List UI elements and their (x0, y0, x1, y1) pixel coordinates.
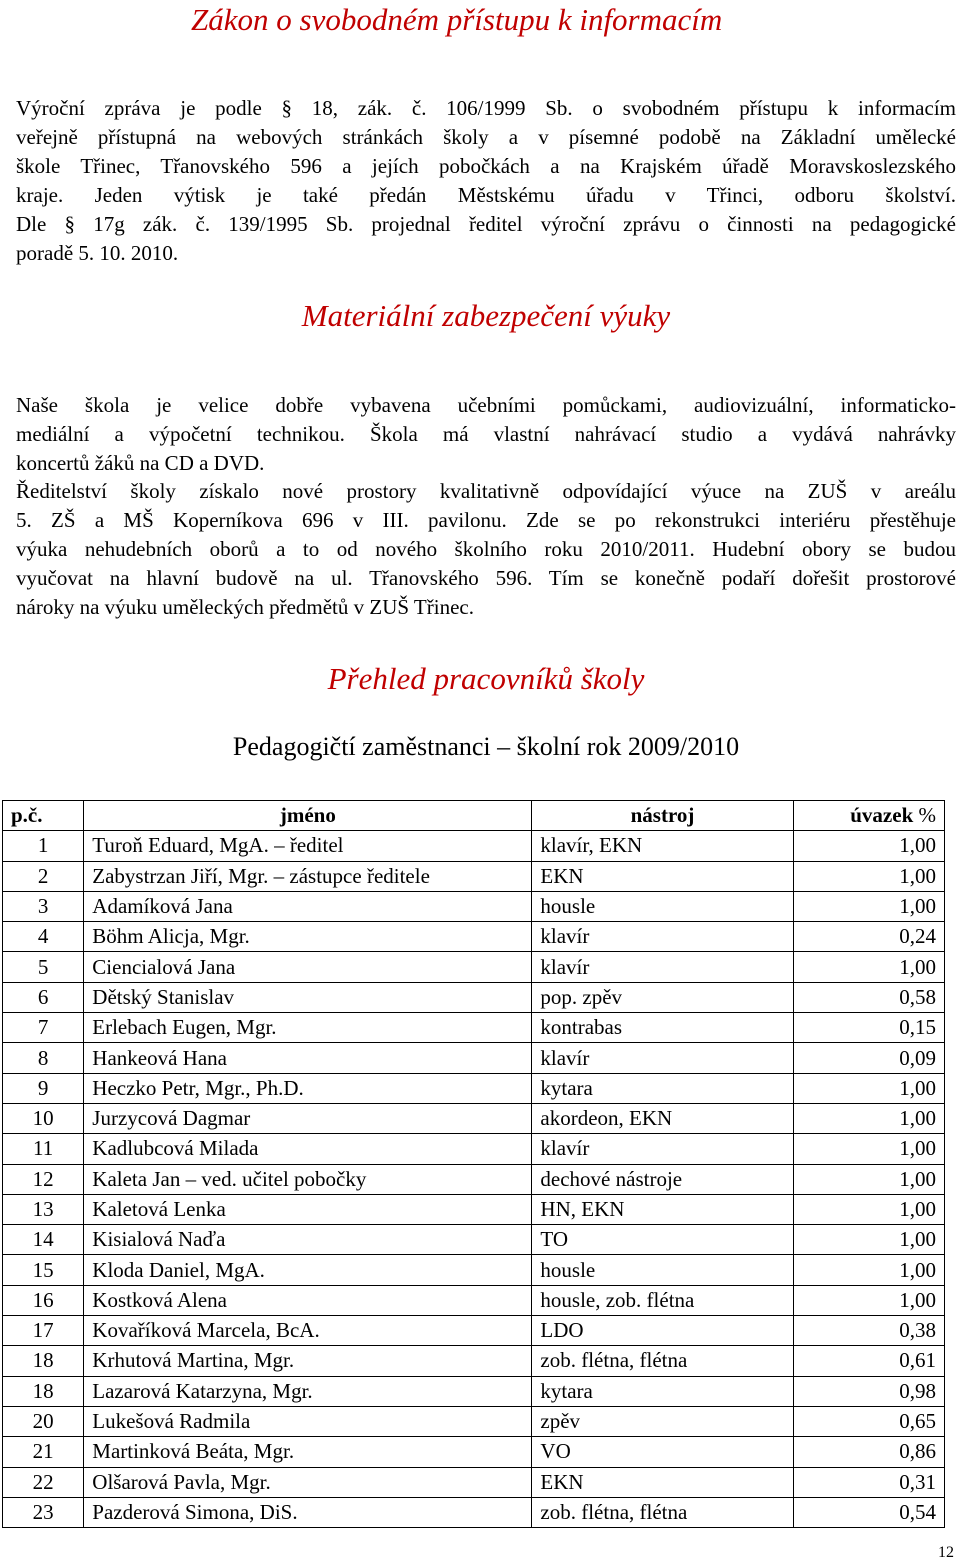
cell-name: Ciencialová Jana (84, 952, 532, 982)
page-number: 12 (938, 1544, 954, 1561)
cell-instrument: kytara (532, 1073, 793, 1103)
text-line: 5. ZŠ a MŠ Koperníkova 696 v III. pavilonu. Zde se po rekonstrukci interiéru přestěhuje (16, 508, 956, 532)
cell-load: 0,54 (793, 1497, 944, 1527)
cell-name: Olšarová Pavla, Mgr. (84, 1467, 532, 1497)
table-row (3, 1285, 945, 1315)
cell-load: 0,09 (793, 1043, 944, 1073)
table-row (3, 952, 945, 982)
cell-load: 1,00 (793, 1164, 944, 1194)
cell-num: 9 (3, 1073, 84, 1103)
table-row (3, 1134, 945, 1164)
cell-instrument: zpěv (532, 1406, 793, 1436)
table-row (3, 1043, 945, 1073)
cell-instrument: zob. flétna, flétna (532, 1497, 793, 1527)
header-num: p.č. (3, 801, 84, 831)
section-title-staff: Přehled pracovníků školy (327, 661, 645, 696)
text-line: veřejně přístupná na webových stránkách školy a v písemné podobě na Základní umělecké (16, 125, 956, 149)
header-load (793, 801, 944, 831)
cell-instrument: VO (532, 1437, 793, 1467)
table-row (3, 1013, 945, 1043)
header-load-unit: % (918, 803, 936, 828)
cell-num: 13 (3, 1194, 84, 1224)
table-row (3, 922, 945, 952)
table-row (3, 1255, 945, 1285)
cell-instrument: LDO (532, 1316, 793, 1346)
table-row (3, 1376, 945, 1406)
intro-paragraph (16, 94, 956, 268)
cell-name: Jurzycová Dagmar (84, 1103, 532, 1133)
cell-num: 22 (3, 1467, 84, 1497)
cell-load: 0,24 (793, 922, 944, 952)
cell-num: 6 (3, 982, 84, 1012)
table-row (3, 982, 945, 1012)
cell-name: Lazarová Katarzyna, Mgr. (84, 1376, 532, 1406)
cell-name: Kovaříková Marcela, BcA. (84, 1316, 532, 1346)
text-line: kraje. Jeden výtisk je také předán Městskému úřadu v Třinci, odboru školství. (16, 183, 956, 207)
cell-num: 14 (3, 1225, 84, 1255)
cell-instrument: TO (532, 1225, 793, 1255)
cell-name: Martinková Beáta, Mgr. (84, 1437, 532, 1467)
text-line: mediální a výpočetní technikou. Škola má vlastní nahrávací studio a vydává nahrávky (16, 422, 956, 446)
cell-instrument: akordeon, EKN (532, 1103, 793, 1133)
cell-name: Kloda Daniel, MgA. (84, 1255, 532, 1285)
page-title: Zákon o svobodném přístupu k informacím (191, 2, 723, 37)
cell-load: 1,00 (793, 861, 944, 891)
cell-num: 8 (3, 1043, 84, 1073)
cell-num: 1 (3, 831, 84, 861)
cell-instrument: housle (532, 891, 793, 921)
cell-load: 1,00 (793, 831, 944, 861)
cell-num: 5 (3, 952, 84, 982)
cell-instrument: housle, zob. flétna (532, 1285, 793, 1315)
table-row (3, 891, 945, 921)
cell-num: 16 (3, 1285, 84, 1315)
cell-load: 1,00 (793, 1134, 944, 1164)
cell-name: Erlebach Eugen, Mgr. (84, 1013, 532, 1043)
cell-instrument: EKN (532, 1467, 793, 1497)
cell-load: 1,00 (793, 1073, 944, 1103)
cell-instrument: kytara (532, 1376, 793, 1406)
cell-name: Turoň Eduard, MgA. – ředitel (84, 831, 532, 861)
cell-num: 10 (3, 1103, 84, 1133)
cell-name: Kaletová Lenka (84, 1194, 532, 1224)
cell-load: 0,98 (793, 1376, 944, 1406)
cell-load: 0,65 (793, 1406, 944, 1436)
cell-load: 1,00 (793, 1255, 944, 1285)
text-line: vyučovat na hlavní budově na ul. Třanovského 596. Tím se konečně podaří dořešit prostorové (16, 566, 956, 590)
text-line: koncertů žáků na CD a DVD. (16, 451, 265, 475)
cell-name: Dětský Stanislav (84, 982, 532, 1012)
table-row (3, 861, 945, 891)
cell-instrument: pop. zpěv (532, 982, 793, 1012)
cell-instrument: kontrabas (532, 1013, 793, 1043)
table-header-row (3, 801, 945, 831)
header-instrument: nástroj (532, 801, 793, 831)
cell-num: 23 (3, 1497, 84, 1527)
cell-instrument: klavír (532, 1134, 793, 1164)
cell-name: Heczko Petr, Mgr., Ph.D. (84, 1073, 532, 1103)
cell-num: 18 (3, 1346, 84, 1376)
table-row (3, 1497, 945, 1527)
cell-instrument: klavír (532, 922, 793, 952)
text-line: výuka nehudebních oborů a to od nového školního roku 2010/2011. Hudební obory se budou (16, 537, 956, 561)
cell-num: 4 (3, 922, 84, 952)
cell-name: Pazderová Simona, DiS. (84, 1497, 532, 1527)
cell-name: Zabystrzan Jiří, Mgr. – zástupce ředitele (84, 861, 532, 891)
header-load-label: úvazek (850, 803, 914, 828)
cell-num: 3 (3, 891, 84, 921)
table-row (3, 1225, 945, 1255)
cell-load: 0,58 (793, 982, 944, 1012)
table-row (3, 1346, 945, 1376)
staff-subtitle: Pedagogičtí zaměstnanci – školní rok 2009/2010 (232, 732, 740, 761)
cell-name: Kisialová Naďa (84, 1225, 532, 1255)
cell-instrument: klavír, EKN (532, 831, 793, 861)
cell-num: 17 (3, 1316, 84, 1346)
cell-name: Adamíková Jana (84, 891, 532, 921)
cell-load: 0,31 (793, 1467, 944, 1497)
cell-load: 0,15 (793, 1013, 944, 1043)
text-line: Výroční zpráva je podle § 18, zák. č. 106/1999 Sb. o svobodném přístupu k informacím (16, 96, 956, 120)
cell-instrument: dechové nástroje (532, 1164, 793, 1194)
cell-load: 1,00 (793, 891, 944, 921)
text-line: Ředitelství školy získalo nové prostory kvalitativně odpovídající výuce na ZUŠ v areálu (16, 479, 956, 503)
cell-load: 1,00 (793, 1103, 944, 1133)
header-name: jméno (84, 801, 532, 831)
cell-num: 12 (3, 1164, 84, 1194)
text-line: Naše škola je velice dobře vybavena učebními pomůckami, audiovizuální, informaticko- (16, 393, 956, 417)
cell-load: 1,00 (793, 1225, 944, 1255)
staff-table-body (3, 831, 945, 1528)
cell-load: 1,00 (793, 952, 944, 982)
cell-name: Kadlubcová Milada (84, 1134, 532, 1164)
table-row (3, 1103, 945, 1133)
table-row (3, 1406, 945, 1436)
cell-name: Hankeová Hana (84, 1043, 532, 1073)
cell-load: 1,00 (793, 1194, 944, 1224)
cell-name: Lukešová Radmila (84, 1406, 532, 1436)
cell-name: Krhutová Martina, Mgr. (84, 1346, 532, 1376)
cell-num: 21 (3, 1437, 84, 1467)
cell-num: 11 (3, 1134, 84, 1164)
cell-load: 1,00 (793, 1285, 944, 1315)
cell-load: 0,38 (793, 1316, 944, 1346)
table-row (3, 831, 945, 861)
table-row (3, 1073, 945, 1103)
cell-num: 20 (3, 1406, 84, 1436)
text-line: škole Třinec, Třanovského 596 a jejích pobočkách a na Krajském úřadě Moravskoslezského (16, 154, 956, 178)
table-row (3, 1437, 945, 1467)
cell-load: 0,86 (793, 1437, 944, 1467)
cell-load: 0,61 (793, 1346, 944, 1376)
cell-instrument: HN, EKN (532, 1194, 793, 1224)
cell-instrument: klavír (532, 1043, 793, 1073)
cell-instrument: klavír (532, 952, 793, 982)
material-paragraph-1 (16, 391, 956, 478)
cell-name: Böhm Alicja, Mgr. (84, 922, 532, 952)
text-line: poradě 5. 10. 2010. (16, 241, 179, 265)
cell-num: 7 (3, 1013, 84, 1043)
table-row (3, 1164, 945, 1194)
cell-num: 15 (3, 1255, 84, 1285)
material-paragraph-2 (16, 477, 956, 622)
table-row (3, 1467, 945, 1497)
text-line: Dle § 17g zák. č. 139/1995 Sb. projednal ředitel výroční zprávu o činnosti na pedagogické (16, 212, 956, 236)
cell-num: 18 (3, 1376, 84, 1406)
text-line: nároky na výuku uměleckých předmětů v ZUŠ Třinec. (16, 595, 474, 619)
table-row (3, 1316, 945, 1346)
cell-instrument: zob. flétna, flétna (532, 1346, 793, 1376)
table-row (3, 1194, 945, 1224)
cell-name: Kaleta Jan – ved. učitel pobočky (84, 1164, 532, 1194)
section-title-material: Materiální zabezpečení výuky (301, 298, 671, 333)
cell-num: 2 (3, 861, 84, 891)
cell-instrument: housle (532, 1255, 793, 1285)
cell-instrument: EKN (532, 861, 793, 891)
cell-name: Kostková Alena (84, 1285, 532, 1315)
staff-table (2, 800, 945, 1528)
